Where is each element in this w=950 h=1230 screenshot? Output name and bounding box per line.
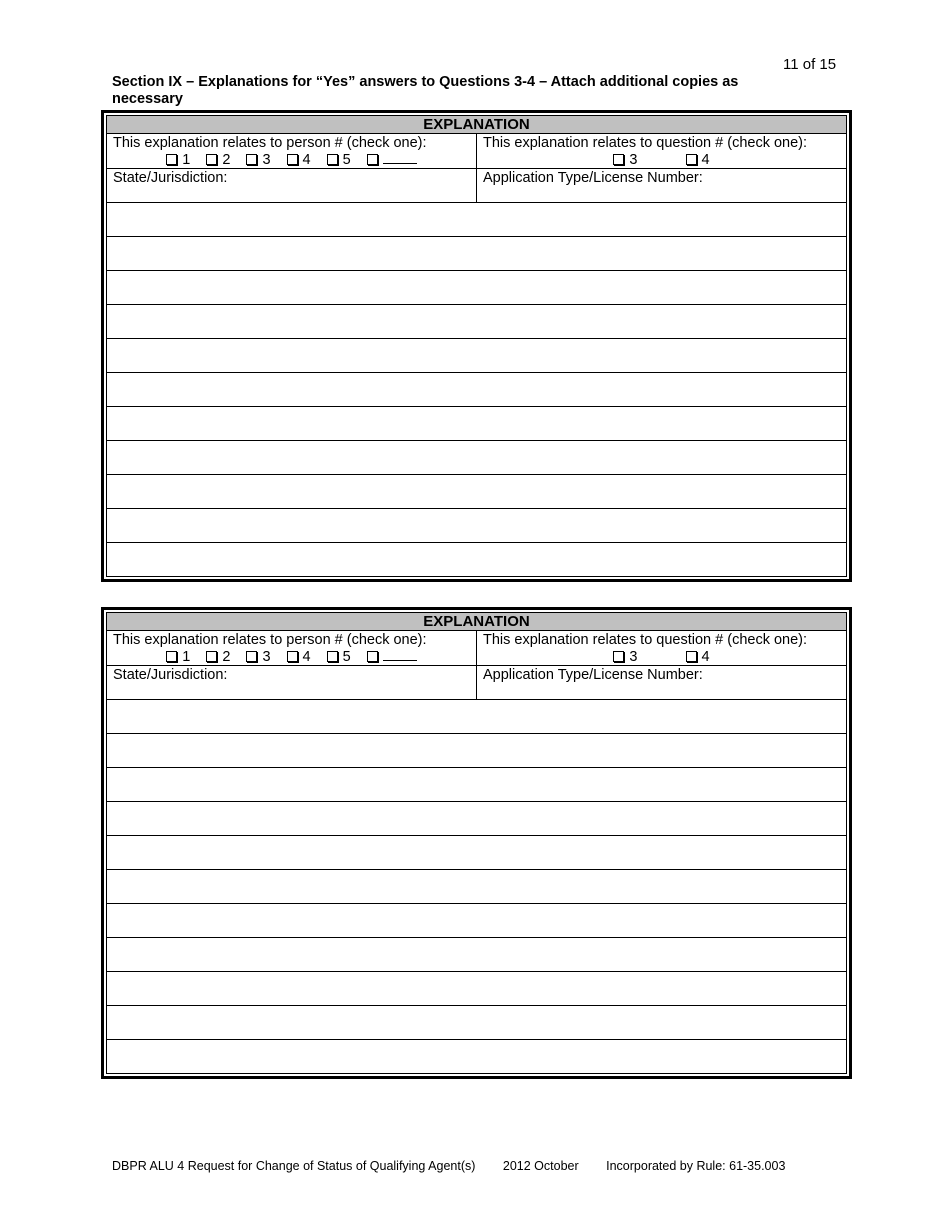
explanation-header: EXPLANATION bbox=[107, 116, 846, 134]
state-jurisdiction-field[interactable] bbox=[107, 169, 476, 202]
question-options bbox=[483, 649, 840, 666]
question-option-3[interactable]: 3 bbox=[613, 649, 637, 666]
explanation-line[interactable] bbox=[107, 700, 846, 734]
explanation-line[interactable] bbox=[107, 509, 846, 543]
checkbox-icon[interactable] bbox=[206, 651, 217, 662]
explanation-line[interactable] bbox=[107, 441, 846, 475]
explanation-line[interactable] bbox=[107, 339, 846, 373]
person-cell bbox=[107, 134, 476, 168]
question-option-4[interactable]: 4 bbox=[686, 649, 710, 666]
checkbox-icon[interactable] bbox=[166, 651, 177, 662]
explanation-line[interactable] bbox=[107, 768, 846, 802]
person-option-1[interactable]: 1 bbox=[166, 152, 190, 169]
question-label: This explanation relates to question # (check one): bbox=[483, 632, 808, 648]
other-person-blank[interactable] bbox=[383, 152, 417, 164]
checkbox-icon[interactable] bbox=[166, 154, 177, 165]
explanation-line[interactable] bbox=[107, 407, 846, 441]
explanation-line[interactable] bbox=[107, 1006, 846, 1040]
person-label: This explanation relates to person # (check one): bbox=[113, 135, 427, 151]
checkbox-icon[interactable] bbox=[246, 651, 257, 662]
explanation-line[interactable] bbox=[107, 870, 846, 904]
question-cell bbox=[476, 134, 846, 168]
checkbox-icon[interactable] bbox=[686, 154, 697, 165]
person-option-4[interactable]: 4 bbox=[287, 152, 311, 169]
question-option-4[interactable]: 4 bbox=[686, 152, 710, 169]
explanation-line[interactable] bbox=[107, 271, 846, 305]
checkbox-icon[interactable] bbox=[613, 651, 624, 662]
checkbox-icon[interactable] bbox=[686, 651, 697, 662]
checkbox-icon[interactable] bbox=[367, 154, 378, 165]
person-option-4[interactable]: 4 bbox=[287, 649, 311, 666]
explanation-line[interactable] bbox=[107, 938, 846, 972]
checkbox-icon[interactable] bbox=[327, 651, 338, 662]
question-label: This explanation relates to question # (check one): bbox=[483, 135, 808, 151]
license-number-field[interactable] bbox=[476, 666, 846, 699]
explanation-line[interactable] bbox=[107, 373, 846, 407]
checkbox-icon[interactable] bbox=[206, 154, 217, 165]
person-option-2[interactable]: 2 bbox=[206, 152, 230, 169]
other-person-blank[interactable] bbox=[383, 649, 417, 661]
explanation-block-2 bbox=[101, 607, 852, 1079]
question-option-3[interactable]: 3 bbox=[613, 152, 637, 169]
license-number-label: Application Type/License Number: bbox=[483, 667, 703, 683]
page-number: 11 of 15 bbox=[783, 56, 837, 73]
person-option-3[interactable]: 3 bbox=[246, 152, 270, 169]
explanation-line[interactable] bbox=[107, 237, 846, 271]
footer-date: 2012 October bbox=[502, 1159, 579, 1173]
person-options bbox=[113, 649, 470, 666]
person-option-2[interactable]: 2 bbox=[206, 649, 230, 666]
person-options bbox=[113, 152, 470, 169]
checkbox-icon[interactable] bbox=[613, 154, 624, 165]
explanation-line[interactable] bbox=[107, 836, 846, 870]
page-footer bbox=[112, 1159, 809, 1173]
explanation-line[interactable] bbox=[107, 802, 846, 836]
section-title: Section IX – Explanations for “Yes” answers to Questions 3-4 – Attach additional copies as necessary bbox=[112, 74, 739, 107]
person-cell bbox=[107, 631, 476, 665]
state-jurisdiction-label: State/Jurisdiction: bbox=[113, 667, 228, 683]
license-number-field[interactable] bbox=[476, 169, 846, 202]
explanation-line[interactable] bbox=[107, 543, 846, 576]
explanation-header: EXPLANATION bbox=[107, 613, 846, 631]
question-cell bbox=[476, 631, 846, 665]
question-options bbox=[483, 152, 840, 169]
person-option-5[interactable]: 5 bbox=[327, 649, 351, 666]
explanation-line[interactable] bbox=[107, 972, 846, 1006]
person-option-3[interactable]: 3 bbox=[246, 649, 270, 666]
explanation-block-1 bbox=[101, 110, 852, 582]
person-label: This explanation relates to person # (check one): bbox=[113, 632, 427, 648]
explanation-line[interactable] bbox=[107, 1040, 846, 1073]
license-number-label: Application Type/License Number: bbox=[483, 170, 703, 186]
person-option-other[interactable] bbox=[367, 152, 417, 169]
checkbox-icon[interactable] bbox=[287, 154, 298, 165]
checkbox-icon[interactable] bbox=[367, 651, 378, 662]
person-option-other[interactable] bbox=[367, 649, 417, 666]
explanation-line[interactable] bbox=[107, 904, 846, 938]
person-option-5[interactable]: 5 bbox=[327, 152, 351, 169]
person-option-1[interactable]: 1 bbox=[166, 649, 190, 666]
footer-form-name: DBPR ALU 4 Request for Change of Status of Qualifying Agent(s) bbox=[112, 1159, 476, 1173]
explanation-line[interactable] bbox=[107, 305, 846, 339]
explanation-line[interactable] bbox=[107, 475, 846, 509]
footer-rule: Incorporated by Rule: 61-35.003 bbox=[606, 1159, 786, 1173]
explanation-line[interactable] bbox=[107, 203, 846, 237]
checkbox-icon[interactable] bbox=[327, 154, 338, 165]
state-jurisdiction-field[interactable] bbox=[107, 666, 476, 699]
checkbox-icon[interactable] bbox=[287, 651, 298, 662]
checkbox-icon[interactable] bbox=[246, 154, 257, 165]
state-jurisdiction-label: State/Jurisdiction: bbox=[113, 170, 228, 186]
explanation-line[interactable] bbox=[107, 734, 846, 768]
